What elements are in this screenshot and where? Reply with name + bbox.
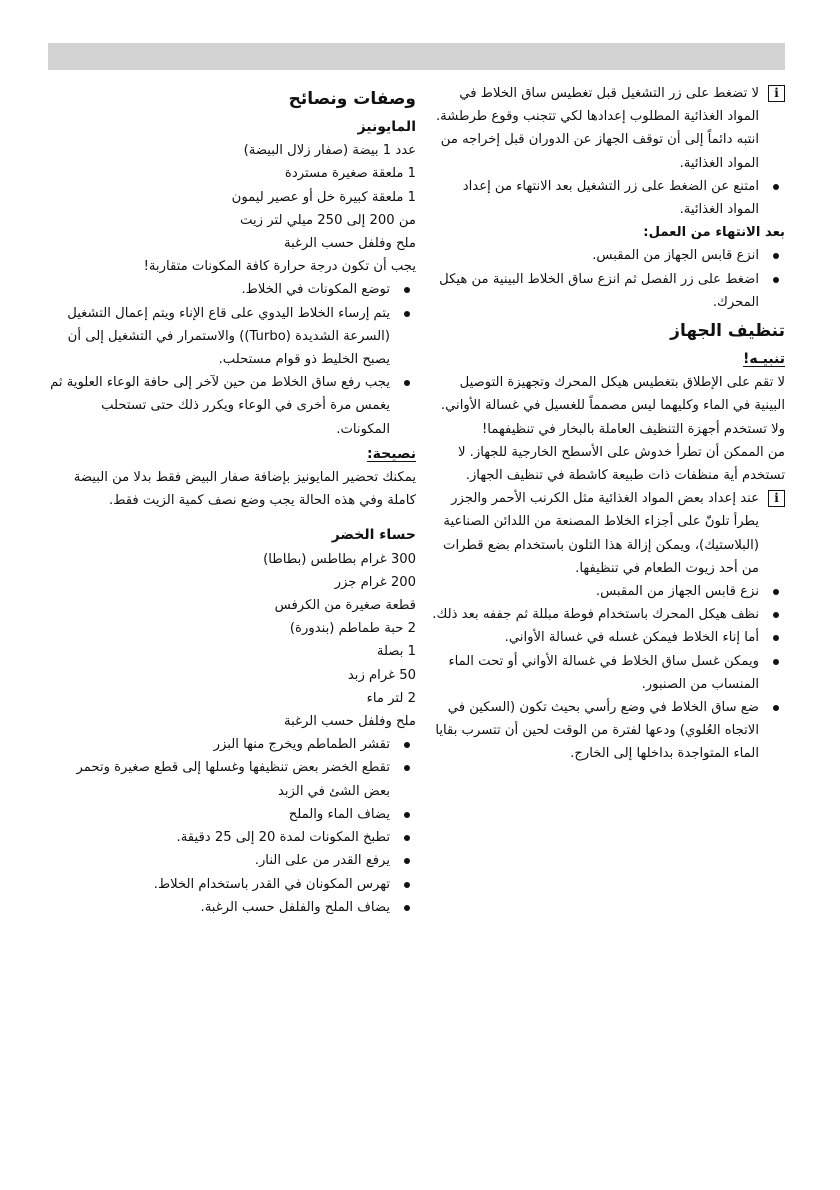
- list-item: نظف هيكل المحرك باستخدام فوطة مبللة ثم جففه بعد ذلك.: [432, 603, 785, 626]
- list-item: يضاف الماء والملح: [48, 803, 416, 826]
- ingredient: ملح وفلفل حسب الرغبة: [284, 714, 416, 730]
- list-item: امتنع عن الضغط على زر التشغيل بعد الانتهاء من إعداد المواد الغذائية.: [432, 175, 785, 221]
- list-item: يجب رفع ساق الخلاط من حين لآخر إلى حافة الوعاء العلوية ثم يغمس مرة أخرى في الوعاء ويكرر ذلك حتى تستحلب المكونات.: [48, 371, 416, 441]
- soup-heading: حساء الخضر: [331, 527, 416, 544]
- info-note-1: [432, 82, 785, 175]
- ingredient: ملح وفلفل حسب الرغبة: [284, 236, 416, 252]
- ingredient: 1 ملعقة كبيرة خل أو عصير ليمون: [231, 189, 416, 205]
- warning-heading: تنبيـه!: [742, 351, 785, 368]
- ingredient: عدد 1 بيضة (صفار زلال البيضة): [243, 143, 416, 159]
- recipes-title: وصفات ونصائح: [288, 89, 416, 109]
- ingredient: 300 غرام بطاطس (بطاطا): [263, 551, 416, 567]
- list-item: نزع قابس الجهاز من المقبس.: [432, 580, 785, 603]
- right-column: [432, 82, 785, 766]
- list-item: ويمكن غسل ساق الخلاط في غسالة الأواني أو تحت الماء المنساب من الصنبور.: [432, 650, 785, 696]
- list-item: تقطع الخضر بعض تنظيفها وغسلها إلى قطع صغيرة وتحمر بعض الشئ في الزبد: [48, 756, 416, 802]
- info-note-2: [432, 487, 785, 580]
- bullet-list-1: [432, 175, 785, 221]
- cleaning-title: تنظيف الجهاز: [670, 321, 785, 342]
- ingredient: 1 بصلة: [376, 644, 416, 660]
- list-item: أما إناء الخلاط فيمكن غسله في غسالة الأواني.: [432, 626, 785, 649]
- list-item: ضع ساق الخلاط في وضع رأسي بحيث تكون (السكين في الاتجاه العُلوي) ودعها لفترة من الوقت لحين أن تتسرب بقايا الماء المتواجدة بداخلها إلى الخارج.: [432, 696, 785, 766]
- ingredient: 200 غرام جزر: [334, 574, 416, 590]
- ingredient: قطعة صغيرة من الكرفس: [274, 598, 416, 614]
- list-item: يضاف الملح والفلفل حسب الرغبة.: [48, 896, 416, 919]
- ingredient: 50 غرام زبد: [347, 667, 416, 683]
- cleaning-list: [432, 580, 785, 766]
- list-item: تطبخ المكونات لمدة 20 إلى 25 دقيقة.: [48, 826, 416, 849]
- ingredient: من 200 إلى 250 ميلي لتر زيت: [240, 212, 416, 228]
- mayo-heading: المايونيز: [357, 119, 416, 135]
- list-item: يرفع القدر من على النار.: [48, 849, 416, 872]
- list-item: تقشر الطماطم ويخرج منها البزر: [48, 733, 416, 756]
- tip-heading: نصيحة:: [367, 445, 416, 462]
- after-work-heading: بعد الانتهاء من العمل:: [643, 225, 785, 241]
- left-column: [48, 82, 416, 919]
- list-item: انزع قابس الجهاز من المقبس.: [432, 244, 785, 267]
- mayo-steps: [48, 278, 416, 440]
- ingredient: 2 حبة طماطم (بندورة): [289, 621, 416, 637]
- info-icon: i: [768, 85, 785, 102]
- soup-steps: [48, 733, 416, 919]
- header-bar: [48, 43, 785, 70]
- after-work-list: [432, 244, 785, 314]
- ingredient: 1 ملعقة صغيرة مستردة: [284, 166, 416, 182]
- ingredient-note: يجب أن تكون درجة حرارة كافة المكونات متقاربة!: [143, 259, 416, 275]
- list-item: تهرس المكونان في القدر باستخدام الخلاط.: [48, 873, 416, 896]
- list-item: توضع المكونات في الخلاط.: [48, 278, 416, 301]
- info-note-2-text: عند إعداد بعض المواد الغذائية مثل الكرنب الأحمر والجزر يطرأ تلونّ على أجزاء الخلاط المصنعة من اللدائن الصناعية (البلاستيك)، ويمكن إزالة هذا التلون باستخدام بضع قطرات من أحد زيوت الطعام في تنظيفها.: [443, 491, 759, 576]
- warning-paragraph: من الممكن أن تطرأ خدوش على الأسطح الخارجية للجهاز. لا تستخدم أية منظفات ذات طبيعة كاشطة في تنظيف الجهاز.: [457, 444, 785, 484]
- list-item: يتم إرساء الخلاط اليدوي على قاع الإناء ويتم إعمال التشغيل (السرعة الشديدة (Turbo)) والاستمرار في التشغيل إلى أن يصبح الخليط ذو قوام مستحلب.: [48, 302, 416, 372]
- list-item: اضغط على زر الفصل ثم انزع ساق الخلاط البينية من هيكل المحرك.: [432, 268, 785, 314]
- warning-paragraph: ولا تستخدم أجهزة التنظيف العاملة بالبخار في تنظيفهما!: [482, 421, 785, 437]
- tip-text: يمكنك تحضير المايونيز بإضافة صفار البيض فقط بدلا من البيضة كاملة وفي هذه الحالة يجب وضع نصف كمية الزيت فقط.: [73, 470, 416, 509]
- warning-paragraph: لا تقم على الإطلاق بتغطيس هيكل المحرك وتجهيزة التوصيل البينية في الماء وكليهما ليس مصمماً للغسيل في غسالة الأواني.: [440, 375, 785, 414]
- info-note-1-line-1: لا تضغط على زر التشغيل قبل تغطيس ساق الخلاط في المواد الغذائية المطلوب إعدادها لكي تتجنب وقوع طرطشة.: [435, 86, 759, 125]
- info-note-1-line-2: انتبه دائماً إلى أن توقف الجهاز عن الدوران قبل إخراجه من المواد الغذائية.: [440, 132, 759, 171]
- ingredient: 2 لتر ماء: [366, 690, 416, 706]
- info-icon: i: [768, 490, 785, 507]
